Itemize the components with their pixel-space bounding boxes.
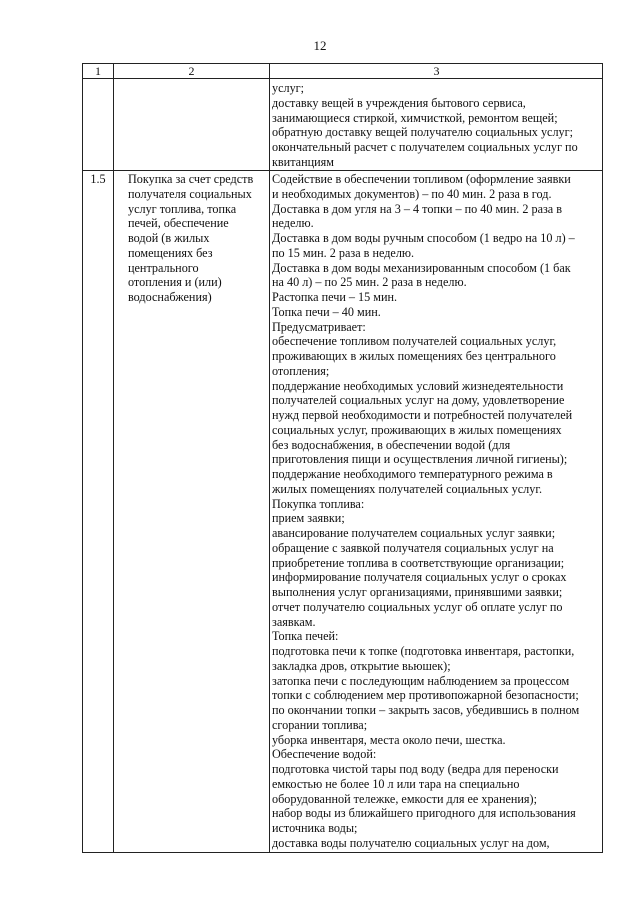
header-col-3: 3 <box>433 64 440 78</box>
text-line: обратную доставку вещей получателю социальных услуг; <box>272 125 574 140</box>
text-line: обращение с заявкой получателя социальных услуг на <box>272 540 554 555</box>
text-line: доставка воды получателю социальных услуг на дом, <box>272 835 550 850</box>
text-line: приготовления пищи и осуществления личной гигиены); <box>272 452 568 467</box>
header-col-1: 1 <box>95 64 101 78</box>
text-line: на 40 л) – по 25 мин. 2 раза в неделю. <box>272 275 467 290</box>
text-line: жилых помещениях получателей социальных услуг. <box>272 481 542 496</box>
text-line: подготовка чистой тары под воду (ведра для переноски <box>272 762 559 776</box>
service-description <box>272 172 600 851</box>
header-divider <box>83 78 602 79</box>
text-line: услуг топлива, топка <box>128 201 237 216</box>
continuation-row-text <box>272 81 600 170</box>
text-line: отопления и (или) <box>128 275 222 290</box>
text-line: занимающиеся стиркой, химчисткой, ремонтом вещей; <box>272 110 558 125</box>
text-line: закладка дров, открытие вьюшек); <box>272 658 451 673</box>
text-line: без водоснабжения, в обеспечении водой (для <box>272 437 511 452</box>
text-line: по 15 мин. 2 раза в неделю. <box>272 245 415 260</box>
text-line: набор воды из ближайшего пригодного для использования <box>272 806 576 821</box>
text-line: Доставка в дом угля на 3 – 4 топки – по 40 мин. 2 раза в <box>272 201 563 216</box>
text-line: Доставка в дом воды ручным способом (1 ведро на 10 л) – <box>272 231 575 245</box>
text-line: сгорании топлива; <box>272 717 368 732</box>
text-line: водоснабжения) <box>128 290 212 304</box>
column-divider-1 <box>113 64 114 852</box>
text-line: Топка печей: <box>272 629 339 644</box>
text-line: Предусматривает: <box>272 319 366 334</box>
text-line: печей, обеспечение <box>128 216 229 231</box>
text-line: квитанциям <box>272 154 334 169</box>
text-line: получателя социальных <box>128 186 252 201</box>
text-line: Доставка в дом воды механизированным способом (1 бак <box>272 260 571 275</box>
text-line: получателей социальных услуг на дому, удовлетворение <box>272 393 565 408</box>
text-line: поддержание необходимого температурного режима в <box>272 467 553 481</box>
text-line: окончательный расчет с получателем социальных услуг по <box>272 140 578 154</box>
text-line: Растопка печи – 15 мин. <box>272 290 398 304</box>
column-divider-2 <box>269 64 270 852</box>
text-line: поддержание необходимых условий жизнедеятельности <box>272 378 564 393</box>
text-line: Покупка топлива: <box>272 496 365 511</box>
text-line: центрального <box>128 260 199 275</box>
page-number: 12 <box>313 38 327 53</box>
services-table <box>82 63 603 853</box>
text-line: водой (в жилых <box>128 231 210 245</box>
text-line: выполнения услуг организациями, принявшими заявки; <box>272 585 563 599</box>
text-line: Обеспечение водой: <box>272 747 377 762</box>
service-title <box>128 172 268 305</box>
text-line: оборудованной тележке, емкости для ее хранения); <box>272 791 537 806</box>
text-line: услуг; <box>272 81 305 95</box>
text-line: нужд первой необходимости и потребностей получателей <box>272 408 573 422</box>
text-line: приобретение топлива в соответствующие организации; <box>272 555 565 570</box>
text-line: прием заявки; <box>272 511 345 526</box>
text-line: авансирование получателем социальных услуг заявки; <box>272 526 556 540</box>
text-line: социальных услуг, проживающих в жилых помещениях <box>272 422 562 437</box>
text-line: информирование получателя социальных услуг о сроках <box>272 570 567 585</box>
text-line: доставку вещей в учреждения бытового сервиса, <box>272 95 526 110</box>
text-line: Топка печи – 40 мин. <box>272 304 381 319</box>
text-line: источника воды; <box>272 821 358 835</box>
text-line: проживающих в жилых помещениях без центрального <box>272 349 556 363</box>
text-line: Содействие в обеспечении топливом (оформление заявки <box>272 172 571 186</box>
text-line: неделю. <box>272 216 314 231</box>
text-line: отопления; <box>272 363 330 378</box>
text-line: Покупка за счет средств <box>128 172 254 186</box>
text-line: подготовка печи к топке (подготовка инвентаря, растопки, <box>272 644 575 658</box>
header-col-2: 2 <box>188 64 195 78</box>
text-line: помещениях без <box>128 245 213 260</box>
text-line: обеспечение топливом получателей социальных услуг, <box>272 334 557 349</box>
text-line: заявкам. <box>272 614 316 629</box>
text-line: топки с соблюдением мер противопожарной безопасности; <box>272 688 579 703</box>
text-line: и необходимых документов) – по 40 мин. 2 раза в год. <box>272 186 552 201</box>
text-line: затопка печи с последующим наблюдением за процессом <box>272 673 570 688</box>
text-line: емкостью не более 10 л или тара на специально <box>272 776 520 791</box>
text-line: по окончании топки – закрыть засов, убедившись в полном <box>272 703 580 717</box>
row-number: 1.5 <box>90 172 106 186</box>
text-line: отчет получателю социальных услуг об оплате услуг по <box>272 599 563 614</box>
text-line: уборка инвентаря, места около печи, шестка. <box>272 732 506 747</box>
row-divider <box>83 170 602 171</box>
